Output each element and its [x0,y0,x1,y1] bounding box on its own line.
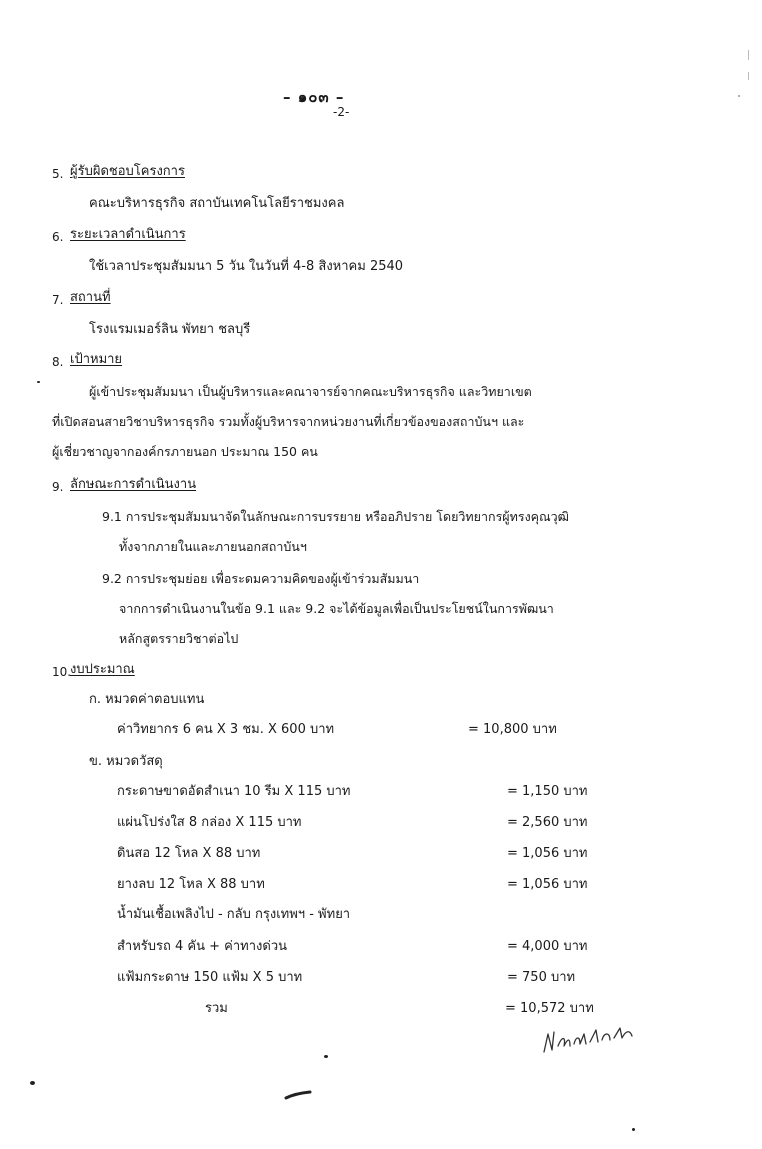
budget-item-amount: = 750 บาท [507,970,576,985]
section-6-body: ใช้เวลาประชุมสัมมนา 5 วัน ในวันที่ 4-8 สิงหาคม 2540 [89,259,404,274]
section-9-item-1-line-1: 9.1 การประชุมสัมมนาจัดในลักษณะการบรรยาย หรืออภิปราย โดยวิทยากรผู้ทรงคุณวุฒิ [102,509,569,524]
budget-item-amount: = 1,056 บาท [507,877,588,892]
budget-item-amount: = 1,150 บาท [507,784,588,799]
section-8-number: 8. [52,355,64,369]
section-10-number: 10. [52,665,72,679]
budget-total-amount: = 10,572 บาท [505,1001,594,1016]
section-5-heading: ผู้รับผิดชอบโครงการ [70,164,185,179]
section-6-number: 6. [52,230,64,244]
budget-item-desc: กระดาษขาดอัดสำเนา 10 รีม X 115 บาท [117,784,351,799]
section-9-item-2-line-1: 9.2 การประชุมย่อย เพื่อระดมความคิดของผู้เข้าร่วมสัมมนา [102,571,420,586]
budget-item-desc: แผ่นโปร่งใส 8 กล่อง X 115 บาท [117,815,302,830]
scan-speck [748,50,749,60]
scan-speck [632,1128,635,1131]
budget-item-desc: น้ำมันเชื้อเพลิงไป - กลับ กรุงเทพฯ - พัทยา [117,907,351,922]
budget-item-desc: ยางลบ 12 โหล X 88 บาท [117,877,265,892]
section-6-heading: ระยะเวลาดำเนินการ [70,227,186,242]
budget-item-amount: = 10,800 บาท [468,722,557,737]
section-5-number: 5. [52,167,64,181]
section-7-heading: สถานที่ [70,290,111,305]
section-9-item-2-line-3: หลักสูตรรายวิชาต่อไป [119,631,239,646]
budget-total-label: รวม [205,1001,228,1016]
budget-category-b: ข. หมวดวัสดุ [89,754,163,769]
section-9-heading: ลักษณะการดำเนินงาน [70,477,197,492]
scan-speck [30,1081,35,1085]
budget-item-desc: แฟ้มกระดาษ 150 แฟ้ม X 5 บาท [117,970,303,985]
section-7-body: โรงแรมเมอร์ลิน พัทยา ชลบุรี [89,322,251,337]
section-7-number: 7. [52,293,64,307]
section-9-item-2-line-2: จากการดำเนินงานในข้อ 9.1 และ 9.2 จะได้ข้อมูลเพื่อเป็นประโยชน์ในการพัฒนา [119,601,554,616]
budget-item-desc: สำหรับรถ 4 คัน + ค่าทางด่วน [117,939,288,954]
scan-ink-mark [284,1089,314,1101]
section-9-number: 9. [52,480,64,494]
budget-item-desc: ค่าวิทยากร 6 คน X 3 ชม. X 600 บาท [117,722,335,737]
section-8-heading: เป้าหมาย [70,352,123,367]
section-8-line-1: ผู้เข้าประชุมสัมมนา เป็นผู้บริหารและคณาจารย์จากคณะบริหารธุรกิจ และวิทยาเขต [89,384,532,399]
section-8-line-3: ผู้เชี่ยวชาญจากองค์กรภายนอก ประมาณ 150 คน [52,444,318,459]
budget-item-amount: = 1,056 บาท [507,846,588,861]
scan-speck [324,1055,328,1058]
budget-category-a: ก. หมวดค่าตอบแทน [89,692,205,707]
scan-speck [748,72,749,80]
scan-speck [37,381,40,383]
section-10-heading: งบประมาณ [70,662,135,677]
thai-page-number: – ๑๐๓ – [283,88,345,106]
scan-speck [738,95,740,97]
section-8-line-2: ที่เปิดสอนสายวิชาบริหารธุรกิจ รวมทั้งผู้บริหารจากหน่วยงานที่เกี่ยวข้องของสถาบันฯ และ [52,414,525,429]
page-number: -2- [333,105,350,119]
section-5-body: คณะบริหารธุรกิจ สถาบันเทคโนโลยีราชมงคล [89,196,345,211]
section-9-item-1-line-2: ทั้งจากภายในและภายนอกสถาบันฯ [119,539,307,554]
budget-item-desc: ดินสอ 12 โหล X 88 บาท [117,846,261,861]
handwritten-signature [540,1022,650,1062]
budget-item-amount: = 4,000 บาท [507,939,588,954]
budget-item-amount: = 2,560 บาท [507,815,588,830]
